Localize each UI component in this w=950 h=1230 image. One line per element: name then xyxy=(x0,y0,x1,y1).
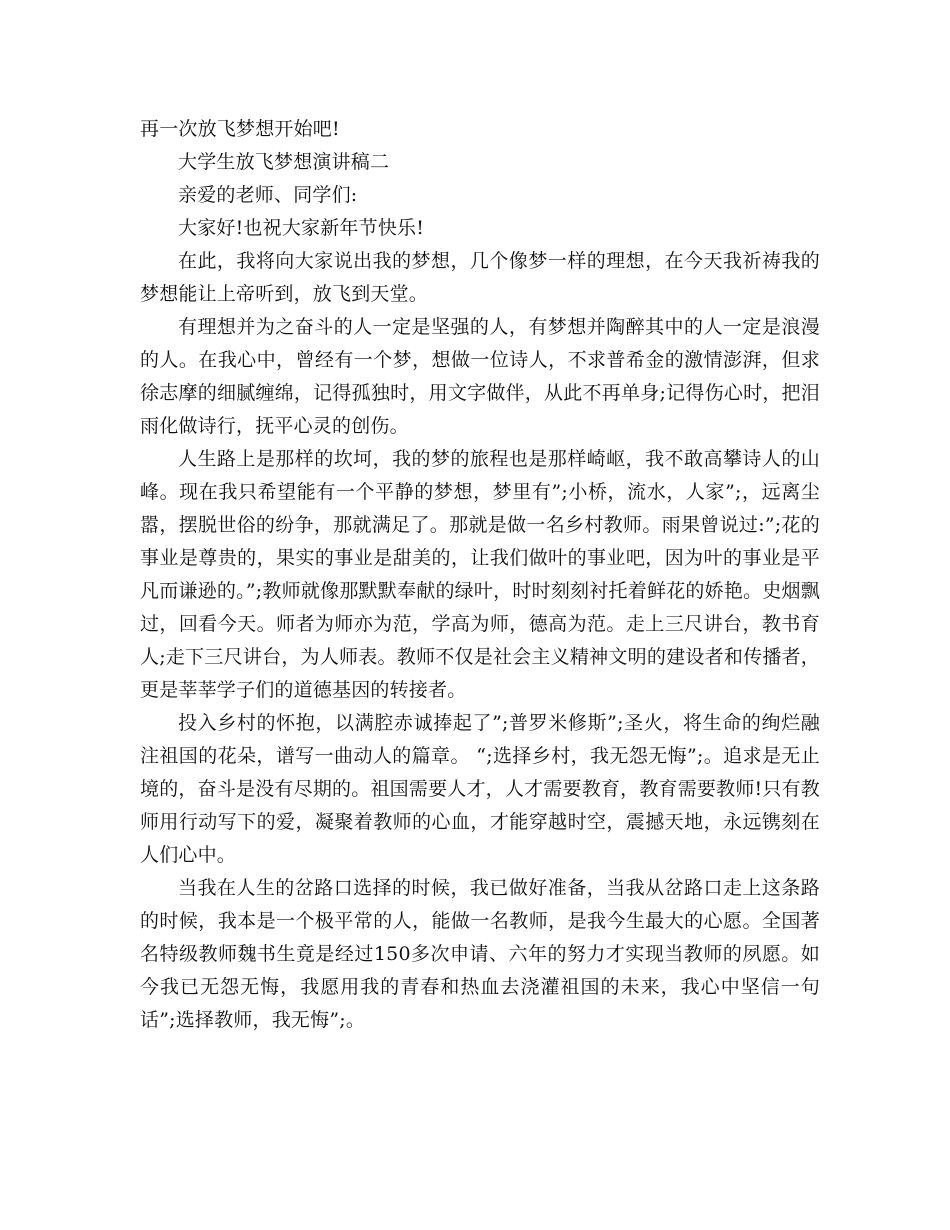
paragraph-rural-teacher: 人生路上是那样的坎坷，我的梦的旅程也是那样崎岖，我不敢高攀诗人的山峰。现在我只希望能有一个平静的梦想，梦里有”;小桥，流水，人家”;，远离尘嚣，摆脱世俗的纷争，那就满足了。那就是做一名乡村教师。雨果曾说过:”;花的事业是尊贵的，果实的事业是甜美的，让我们做叶的事业吧，因为叶的事业是平凡而谦逊的。”;教师就像那默默奉献的绿叶，时时刻刻衬托着鲜花的娇艳。史烟飘过，回看今天。师者为师亦为范，学高为师，德高为范。走上三尺讲台，教书育人;走下三尺讲台，为人师表。教师不仅是社会主义精神文明的建设者和传播者，更是莘莘学子们的道德基因的转接者。 xyxy=(140,448,820,701)
document-body xyxy=(140,113,820,1037)
paragraph-closing-line: 再一次放飞梦想开始吧! xyxy=(140,118,340,140)
paragraph-choice: 当我在人生的岔路口选择的时候，我已做好准备，当我从岔路口走上这条路的时候，我本是一个极平常的人，能做一名教师，是我今生最大的心愿。全国著名特级教师魏书生竟是经过150多次申请、六年的努力才实现当教师的夙愿。如今我已无怨无悔，我愿用我的青春和热血去浇灌祖国的未来，我心中坚信一句话”;选择教师，我无悔”;。 xyxy=(140,877,820,1031)
greeting: 大家好!也祝大家新年节快乐! xyxy=(178,217,425,239)
paragraph-poet-dream: 有理想并为之奋斗的人一定是坚强的人，有梦想并陶醉其中的人一定是浪漫的人。在我心中，曾经有一个梦，想做一位诗人，不求普希金的激情澎湃，但求徐志摩的细腻缠绵，记得孤独时，用文字做伴，从此不再单身;记得伤心时，把泪雨化做诗行，抚平心灵的创伤。 xyxy=(140,316,820,437)
salutation: 亲爱的老师、同学们: xyxy=(178,184,358,206)
speech-title: 大学生放飞梦想演讲稿二 xyxy=(178,151,390,173)
paragraph-devotion: 投入乡村的怀抱，以满腔赤诚捧起了”;普罗米修斯”;圣火，将生命的绚烂融注祖国的花朵，谱写一曲动人的篇章。 “;选择乡村，我无怨无悔”;。追求是无止境的，奋斗是没有尽期的。祖国需要人才，人才需要教育，教育需要教师!只有教师用行动写下的爱，凝聚着教师的心血，才能穿越时空，震撼天地，永远镌刻在人们心中。 xyxy=(140,712,820,866)
paragraph-intro: 在此，我将向大家说出我的梦想，几个像梦一样的理想，在今天我祈祷我的梦想能让上帝听到，放飞到天堂。 xyxy=(140,250,820,305)
